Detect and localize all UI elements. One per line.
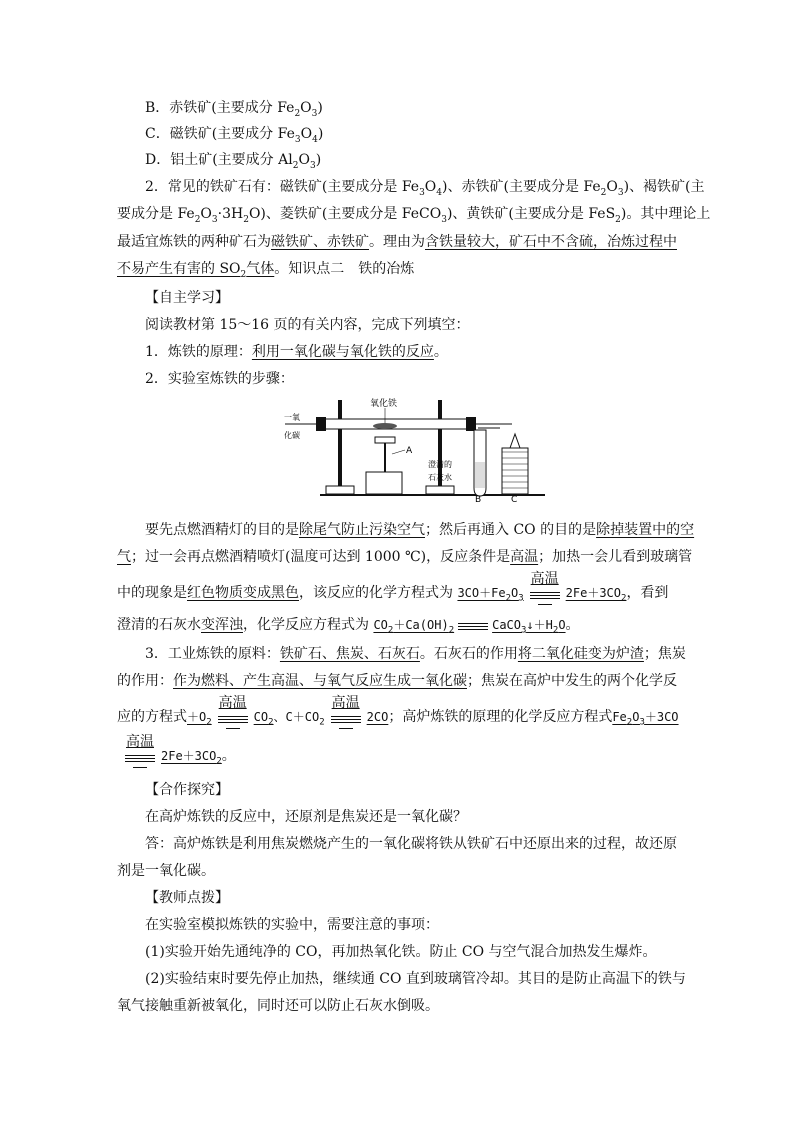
option-c: C．磁铁矿(主要成分 $Fe_3O_4$) (145, 126, 324, 145)
text: )。其中理论上 (620, 206, 711, 222)
eq-part (253, 710, 274, 728)
text: ↓＋H (526, 618, 553, 632)
text: CaCO (492, 618, 522, 632)
condition-label: 高温 (331, 695, 360, 711)
answer-blank: 铁矿石、焦炭、石灰石 (279, 646, 420, 662)
text: 、C＋CO (273, 710, 320, 724)
sub: 2 (294, 108, 301, 119)
text: 要成分是 Fe (117, 206, 195, 222)
text: 2．常见的铁矿石有：磁铁矿(主要成分是 Fe (145, 179, 420, 195)
answer-blank: 将二氧化硅变为炉渣 (517, 646, 644, 662)
option-c-tail: ) (317, 126, 324, 142)
equation-2-left (373, 618, 455, 636)
condition-label: 高温 (126, 734, 154, 750)
left-stopper (316, 417, 326, 431)
text: 要先点燃酒精灯的目的是 (145, 522, 299, 538)
sub: 2 (243, 214, 249, 225)
co-label-2: 化碳 (284, 431, 300, 440)
text: 2Fe＋3CO (161, 749, 217, 763)
option-b: B．赤铁矿(主要成分 $Fe_2O_3$) (145, 100, 323, 119)
sub: 2 (206, 717, 212, 728)
answer-blank: 高温 (510, 549, 539, 565)
high-temp-condition (329, 695, 363, 727)
limewater-label-2: 石灰水 (428, 473, 452, 482)
limewater (475, 462, 485, 488)
steps-line-4 (117, 615, 580, 635)
steps-line-1 (145, 520, 694, 540)
sub: 2 (615, 214, 621, 225)
text: ＋3CO (644, 710, 679, 724)
text: Fe (612, 710, 627, 724)
a-pointer (392, 450, 405, 454)
industry-line-2 (117, 671, 677, 691)
teacher-note-2: (2)实验结束时要先停止加热，继续通 CO 直到玻璃管冷却。其目的是防止高温下的铁与 (145, 971, 686, 987)
c-label: C (511, 495, 518, 502)
text: 中的现象是 (117, 585, 187, 601)
steps-line-2 (117, 547, 692, 567)
sub: 2 (216, 756, 222, 767)
cooperate-answer-2: 剂是一氧化碳。 (117, 863, 215, 879)
option-d-text: D．铝土矿(主要成分 Al (145, 152, 293, 168)
sub: 3 (311, 108, 318, 119)
answer-blank: 磁铁矿、赤铁矿 (271, 234, 369, 250)
q2-line-4 (117, 259, 414, 279)
sub: 3 (211, 214, 218, 225)
industry-line-3 (117, 695, 679, 728)
sub: 3 (518, 593, 524, 604)
cooperate-heading: 【合作探究】 (145, 782, 229, 798)
sub: 3 (441, 214, 447, 225)
steps-line-3 (117, 571, 669, 604)
principle-line (145, 342, 448, 362)
text: 最适宜炼铁的两种矿石为 (117, 234, 271, 250)
equation-2-right (492, 618, 566, 636)
high-temp-condition (216, 695, 250, 727)
teacher-note-1: (1)实验开始先通纯净的 CO，再加热氧化铁。防止 CO 与空气混合加热发生爆炸。 (145, 944, 657, 960)
text: ；焦炭 (643, 646, 686, 662)
sub: 4 (312, 134, 318, 145)
high-temp-condition (528, 571, 562, 603)
text: ；焦炭在高炉中发生的两个化学反 (467, 673, 677, 689)
text: ，该反应的化学方程式为 (299, 585, 453, 601)
condition-label: 高温 (218, 695, 247, 711)
teacher-intro: 在实验室模拟炼铁的实验中，需要注意的事项： (145, 917, 439, 933)
text: ；然后再通入 CO 的目的是 (425, 522, 597, 538)
text: 1．炼铁的原理： (145, 344, 252, 360)
self-study-heading: 【自主学习】 (145, 290, 229, 306)
sub: 2 (448, 625, 455, 636)
equation-1: $3CO+Fe_2O_3$ (457, 586, 524, 604)
sub: 2 (268, 717, 274, 728)
text: ，化学反应方程式为 (243, 617, 369, 633)
text: ；过一会再点燃酒精喷灯(温度可达到 1000 ℃)，反应条件是 (131, 549, 511, 565)
lamp-flame (510, 434, 520, 448)
sub: 3 (521, 625, 527, 636)
sub: 2 (621, 593, 627, 604)
cooperate-answer-1: 答：高炉炼铁是利用焦炭燃烧产生的一氧化碳将铁从铁矿石中还原出来的过程，故还原 (145, 836, 677, 852)
answer-blank (117, 261, 275, 280)
fe2o3-label: 氧化铁 (370, 399, 398, 409)
text: 3CO＋Fe (457, 586, 506, 600)
sub: 3 (419, 187, 425, 198)
sub: 3 (294, 134, 301, 145)
text: ·3H (217, 206, 244, 222)
answer-blank: 除掉装置中的空 (596, 522, 695, 538)
text: 。石灰石的作用 (419, 646, 518, 662)
right-stand-base (426, 486, 454, 494)
option-d-tail: ) (315, 152, 322, 168)
text: CO (373, 618, 388, 632)
condition-label: 高温 (530, 571, 559, 587)
text: ＋Ca(OH) (393, 618, 449, 632)
answer-blank: 作为燃料、产生高温、与氧气反应生成一氧化碳 (173, 673, 467, 689)
self-study-intro: 阅读教材第 15～16 页的有关内容，完成下列填空： (145, 317, 470, 333)
apparatus-diagram (280, 392, 550, 502)
a-label: A (406, 446, 413, 456)
right-stopper (466, 417, 476, 431)
q2-line-3 (117, 232, 677, 252)
high-temp-condition (123, 734, 157, 766)
eq-part (273, 710, 325, 728)
option-b-tail: ) (317, 100, 323, 116)
answer-blank: 红色物质变成黑色 (187, 585, 299, 601)
text: 澄清的石灰水 (117, 617, 201, 633)
text: 。理由为 (369, 234, 425, 250)
sub: 2 (240, 269, 247, 280)
eq-part: $Fe_2O_3+3CO$ (612, 710, 679, 728)
eq-part (161, 749, 222, 767)
text: 应的方程式 (117, 709, 187, 725)
text: 、褐铁矿(主 (629, 179, 705, 195)
text: 。知识点二 铁的冶炼 (274, 261, 415, 277)
sub: 2 (194, 214, 201, 225)
text: )、黄铁矿(主要成分是 FeS (446, 206, 616, 222)
text: ＋O (187, 710, 207, 724)
sub: 3 (639, 717, 645, 728)
sub: 3 (617, 187, 624, 198)
teacher-heading: 【教师点拨】 (145, 890, 229, 906)
burner-top (375, 437, 395, 443)
cooperate-question: 在高炉炼铁的反应中，还原剂是焦炭还是一氧化碳？ (145, 809, 467, 825)
option-d: D．铝土矿(主要成分 $Al_2O_3$) (145, 152, 322, 171)
co-label-1: 一氧 (284, 413, 300, 422)
sub: 3 (309, 160, 316, 171)
sub: 2 (552, 625, 559, 636)
equals-sign (458, 615, 488, 635)
sub: 2 (319, 717, 325, 728)
text: 不易产生有害的 SO (117, 261, 241, 277)
option-c-text: C．磁铁矿(主要成分 Fe (145, 126, 295, 142)
sub: 2 (292, 160, 299, 171)
limewater-label-1: 澄清的 (428, 460, 452, 469)
text: 的作用： (117, 673, 173, 689)
text: O)、菱铁矿(主要成分是 FeCO (248, 206, 442, 222)
answer-blank: 气 (117, 549, 131, 565)
text: CO (253, 710, 269, 724)
left-stand-rod (338, 400, 342, 495)
sub: 2 (626, 717, 633, 728)
iron-oxide-sample (373, 423, 397, 429)
teacher-note-2-cont: 氧气接触重新被氧化，同时还可以防止石灰水倒吸。 (117, 998, 439, 1014)
text: O (558, 618, 566, 632)
eq-part (187, 710, 212, 728)
lamp-body (502, 448, 528, 494)
eq-part: 2CO (366, 710, 389, 724)
text: ，看到 (626, 585, 669, 601)
answer-blank: 利用一氧化碳与氧化铁的反应 (251, 344, 434, 360)
text: ；高炉炼铁的原理的化学反应方程式 (388, 709, 613, 725)
text: 、赤铁矿(主要成分是 Fe (447, 179, 601, 195)
text: 。 (565, 617, 580, 633)
industry-line-1 (145, 644, 686, 664)
text: 。 (433, 344, 448, 360)
text: 。 (221, 748, 236, 764)
sub: 2 (505, 593, 511, 604)
steps-heading: 2．实验室炼铁的步骤： (145, 371, 294, 387)
text: 2Fe＋3CO (565, 586, 622, 600)
q2-line-2: 要成分是 $Fe_2O_3\cdot 3H_2O$)、菱铁矿(主要成分是 FeCO$_3$)、黄铁矿(主要成分是 FeS$_2$)。其中理论上 (117, 206, 711, 225)
q2-line-1: 2．常见的铁矿石有：磁铁矿(主要成分是 $Fe_3O_4$)、赤铁矿(主要成分是 $Fe_2O_3$)、褐铁矿(主 (145, 179, 705, 198)
industry-line-4 (117, 734, 236, 767)
answer-blank: 变浑浊 (201, 617, 243, 633)
text: ；加热一会儿看到玻璃管 (538, 549, 693, 565)
sub: 4 (436, 187, 443, 198)
left-stand-base (326, 486, 354, 494)
answer-blank: 除尾气防止污染空气 (299, 522, 425, 538)
b-label: B (475, 495, 482, 502)
equation-1-right (565, 586, 627, 604)
burner-base (366, 472, 402, 494)
text: 气体 (246, 261, 275, 277)
sub: 2 (600, 187, 607, 198)
sub: 2 (387, 625, 394, 636)
answer-blank: 含铁量较大，矿石中不含硫，冶炼过程中 (425, 234, 677, 250)
option-b-text: B．赤铁矿(主要成分 Fe (145, 100, 295, 116)
text: 3．工业炼铁的原料： (145, 646, 280, 662)
